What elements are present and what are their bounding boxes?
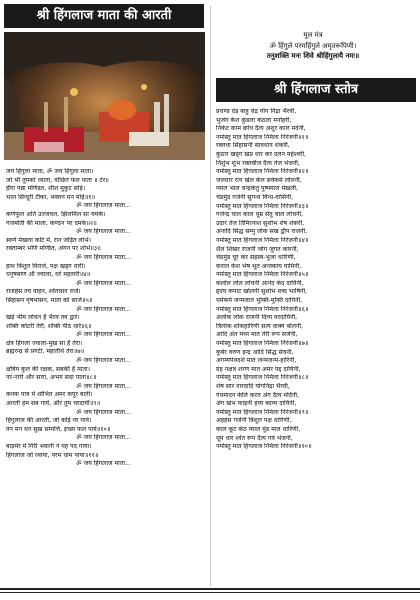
aarti-line: गजमोती की माला, कण्ठन पर दमके॥२॥ [6, 219, 97, 227]
stotra-line: जलधार रत्न खेल केल सर्वकर्म लोलनी, [216, 176, 302, 184]
aarti-line: आरती हम सब गावें, और तुम चरदायी॥९॥ [6, 400, 101, 408]
aarti-line: बाड़मेर में गिरी भवानी ने यह पद गाया। [6, 443, 92, 450]
aarti-line: स्वर्ण मेखला कटि में, रान जड़ित लोभे। [6, 236, 91, 244]
stotra-line: अहहंस गर्जनी त्रिशूल पक्ष धारिणी, [216, 417, 292, 425]
aarti-line: कनक पात्र में शोभित अमर कपूर बाती। [6, 391, 93, 399]
aarti-line: सिंहासन वृषभासन, माता को साजे॥५॥ [6, 296, 93, 304]
aarti-line: हाथ त्रिशूल विराजे, पक्ष खड्ग धारी। [6, 262, 86, 270]
stotra-line: नमोस्तु मात हिंगलाज निर्मला निरंजनी॥४॥ [216, 236, 309, 244]
aarti-line: ॐ जय हिंगलाज माता... [76, 408, 131, 416]
aarti-title: श्री हिंगलाज माता की आरती [4, 4, 204, 28]
stotra-line: अगम्यपंथदर्श मात जन्मजन्म-हारिनी, [216, 357, 297, 365]
stotra-line: कराल केश भेष भूत अन्तकाय यामिनी, [216, 262, 302, 270]
aarti-line: हिंगुलाज की आरती, जो कोई नर गावे। [6, 417, 92, 425]
aarti-line: जय हिंगुला माता, ॐ जय हिंगुला माता। [6, 168, 94, 175]
temple-photo [4, 32, 205, 160]
aarti-line: ॐ जय हिंगलाज माता... [76, 305, 131, 313]
aarti-line: नर-नारी और सारा, अभय सदा पाता॥८॥ [6, 374, 97, 382]
stotra-line: भुजंग केश कुंडला कंठला मनोहरी, [216, 116, 292, 124]
aarti-verses [6, 168, 206, 469]
stotra-line: अंग खंभ फाड़नी हव्य काव्य दायिनी, [216, 400, 297, 408]
aarti-line: जो भी तुमको ध्याता, वांछित फल पाता ॥ टेर॥ [6, 176, 109, 184]
stotra-line: धूम धार श्वेत रूप दैत्य गर्व भंजनी, [216, 434, 293, 442]
stotra-line: शैल शिखर राजनी जोग जुगत कारनी, [216, 245, 299, 253]
aarti-line: ॐ जय हिंगलाज माता... [76, 253, 131, 261]
aarti-line: ब्रह्मरन्ध्र से प्रगटी, महातीर्थ तेरा॥७॥ [6, 348, 85, 356]
stotra-line: नमोस्तु मात हिंगलाज निर्मला निरंजनी॥१०॥ [216, 443, 312, 451]
aarti-line: हीरा पन्ना मणिडत, शीश मुकुट सोहे। [6, 185, 86, 193]
stotra-line: कुबेर वरुण इन्द्र आदि सिद्ध संचनी, [216, 348, 294, 356]
stotra-line: नमोस्तु मात हिंगलाज निर्मला निरंजनी॥८॥ [216, 374, 309, 382]
mantra-line: तनुशक्ति मनः शिवे श्रीहिंगुलायै नमः॥ [266, 52, 360, 60]
column-divider [210, 6, 211, 586]
stotra-line: गंधमादन केलि करत अंग दैत्य मर्दिनी, [216, 391, 299, 399]
stotra-line: ग्रह नक्षत्र शरण मात अमर पद्द दायिनी, [216, 365, 301, 373]
aarti-line: ॐ जय हिंगलाज माता... [76, 279, 131, 287]
stotra-line: नमोस्तु मात हिंगलाज निर्मला निरंजनी॥६॥ [216, 305, 309, 313]
aarti-line: ॐ जय हिंगलाज माता... [76, 434, 131, 442]
stotra-line: निशुंभ शुंभ रक्तबीज दैत्य तेज भंजनी, [216, 159, 300, 167]
temple-shrine-illustration [4, 32, 205, 160]
stotra-line: अलोक लोक राजनी दिव्य वरदायिनी, [216, 314, 298, 322]
aarti-line: हिंगलाज जो ध्याया, परम धाम पाया॥११॥ [6, 451, 99, 459]
aarti-line: क्षेत्र हिंगला ज्वाला-मुख सा है तेरा। [6, 339, 83, 347]
stotra-line: चंडमुंड गर्जनी सुगन्ध विन्ध-वासिनी, [216, 193, 294, 201]
stotra-line: हृदय कपाट खोलनी सुशोभ शब्द भाषिनी, [216, 288, 308, 296]
stotra-line: नमोस्तु मात हिंगलाज निर्मला निरंजनी॥५॥ [216, 271, 309, 279]
stotra-line: उदार तेज तिमिरनाश सुशोभ शेष शंकरी, [216, 219, 305, 227]
stotra-line: गजेन्द्र चाल काल धूम्र सेतु चाल लोचनी, [216, 211, 304, 219]
mantra-block [210, 30, 416, 62]
stotra-title: श्री हिंगलाज स्तोत्र [216, 78, 416, 102]
stotra-line: आदि अंत मध्य मात तेरी रूप सर्जनी, [216, 331, 298, 339]
stotra-line: नमोस्तु मात हिंगलाज निर्मला निरंजनी॥१॥ [216, 133, 309, 141]
bottom-rule [0, 588, 420, 590]
stotra-line: नमोस्तु मात हिंगलाज निर्मला निरंजनी॥९॥ [216, 408, 309, 416]
aarti-line: ॐ जय हिंगलाज माता... [76, 382, 131, 390]
stotra-verses [216, 108, 416, 452]
stotra-line: अनादि सिद्ध सम्पु लोक सख द्वीप राजनी, [216, 228, 308, 236]
stotra-line: चंडमुंड चूर कर सहस्त्र-भुजा धारिणी, [216, 254, 296, 262]
aarti-line: तन मन धन सुख सम्पत्ति, इच्छा फल पावे॥१०॥ [6, 425, 111, 433]
aarti-line: ॐ जय हिंगलाज माता... [76, 228, 131, 236]
aarti-line: ॐ जय हिंगलाज माता... [76, 460, 131, 468]
mantra-line: ॐ हिंगुले परमहिंगुले अमृतरूपिणी। [269, 41, 357, 50]
aarti-line: खड़े भीम लोचन हैं भैरव तव द्वारे। [6, 314, 80, 322]
stotra-line: नमोस्तु मात हिंगलाज निर्मला निरंजनी॥३॥ [216, 202, 309, 210]
aarti-line: ॐ जय हिंगलाज माता... [76, 331, 131, 339]
stotra-line: धर्मकर्म जन्मजात भुक्ति-मुक्ति दायिनी, [216, 297, 303, 305]
aarti-line: धनुषबाण औ ज्वाला, धरे महतारी॥४॥ [6, 271, 91, 279]
stotra-line: कलोल लोल लोचनी आनंद कंद दायिनी, [216, 279, 304, 287]
stotra-line: नमोस्तु मात हिंगलाज निर्मला निरंजनी॥७॥ [216, 340, 309, 348]
aarti-line: क्षत्रिय कुल की रक्षक, सबकी है माता। [6, 365, 90, 373]
aarti-line: कर्णफूल अति उज्जवल, झिलमिल सा चमके। [6, 210, 106, 218]
stotra-line: निकंट काम क्रोध दैत्य अशुर काल मर्दनी, [216, 125, 306, 133]
stotra-line: प्रचण्ड दंड बाहु चंद्र योग निद्रा भैरवी, [216, 108, 297, 115]
stotra-line: काल कूट कंठ व्याल मुंड माल धारिणी, [216, 425, 301, 433]
stotra-line: रक्तधा सिंहासनी सावधान शंकरी, [216, 142, 290, 150]
aarti-line: ॐ जय हिंगलाज माता... [76, 357, 131, 365]
aarti-line: शक्ति कोटरी तेरी, शक्ति पीठ धारे॥६॥ [6, 322, 92, 330]
stotra-line: व्याल भाल चन्द्रकेतु पुष्पमाल मेखली, [216, 185, 298, 193]
aarti-line: रक्ताम्बर भणि मण्डित, अंगन पर शोभे॥३॥ [6, 245, 101, 253]
stotra-line: त्रिलोक शोकहारिणी सत्य वाक्य बोलनी, [216, 322, 303, 330]
stotra-line: शेष सार नारदादि योगनिद्रा भैरवी, [216, 383, 290, 390]
stotra-line: कुठार खड्ग खप्र धार कर दलन महेश्वरी, [216, 150, 307, 158]
aarti-line: ॐ जय हिंगलाज माता... [76, 202, 131, 210]
stotra-line: नमोस्तु मात हिंगलाज निर्मला निरंजनी॥२॥ [216, 168, 309, 176]
aarti-line: राजहंस तव वाहन, श्वेतासन राजे। [6, 288, 81, 296]
bottom-rule-thin [0, 592, 420, 593]
aarti-line: भाल सिन्दूरी टीका, भक्तन मन मोहे॥१॥ [6, 193, 96, 201]
mantra-heading: मूल मंत्र [303, 31, 323, 39]
